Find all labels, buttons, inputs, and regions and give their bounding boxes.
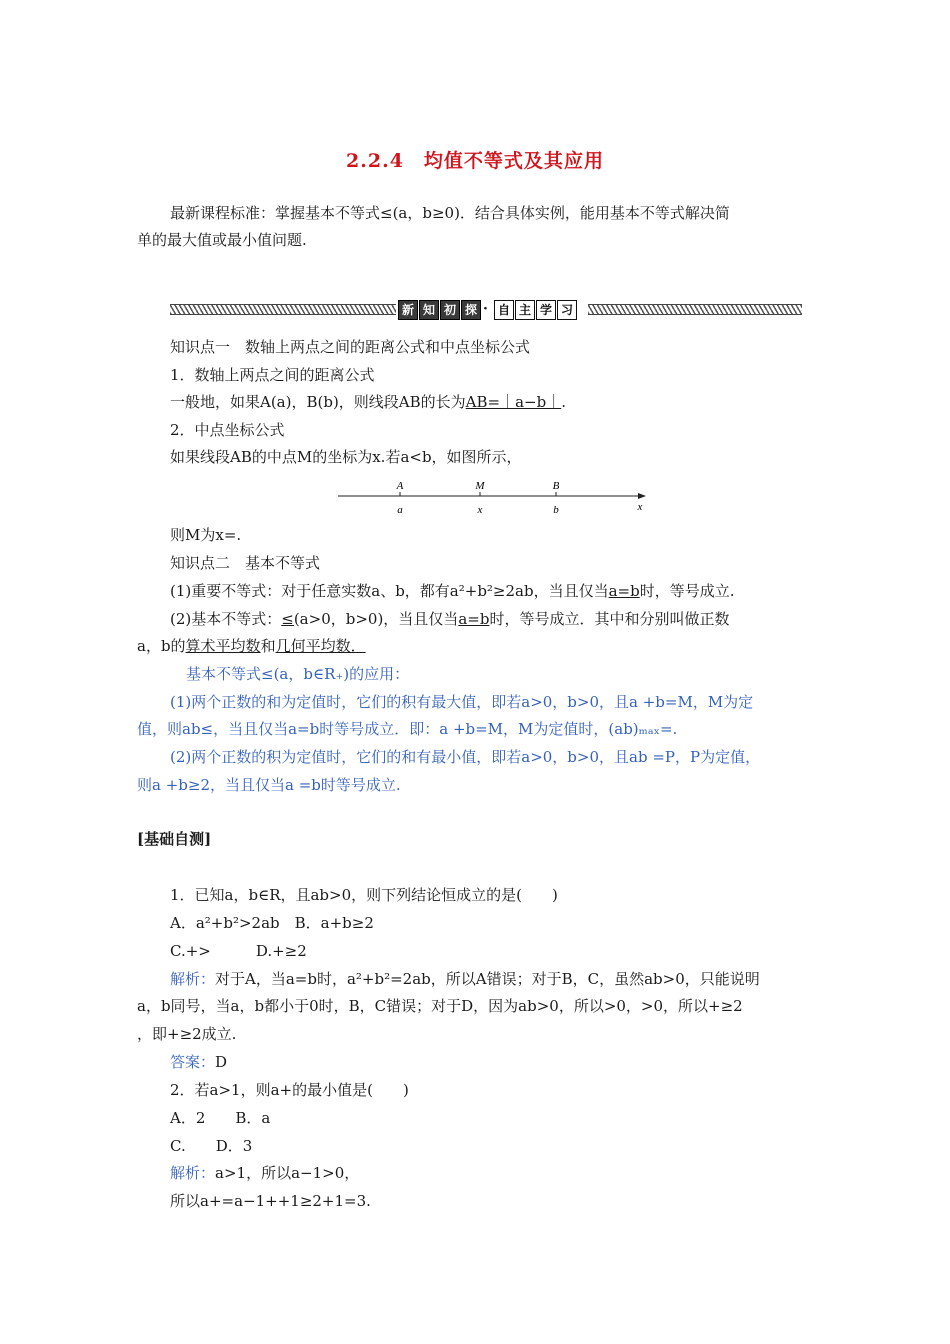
q1-options-cd: C.+> D.+≥2 (170, 942, 307, 960)
kp1-sub2: 2．中点坐标公式 (170, 421, 285, 439)
kp2-p1-text: (1)重要不等式：对于任意实数a、b，都有a²+b²≥2ab，当且仅当 (170, 582, 609, 600)
kp2-p3-and: 和 (260, 637, 276, 655)
kp1-midpoint-result: 则M为x=. (170, 526, 242, 544)
section-heading: [基础自测] (137, 830, 212, 848)
kp2-p3-text: a，b的 (137, 637, 186, 655)
kp1-sub1: 1．数轴上两点之间的距离公式 (170, 366, 375, 384)
kp1-distance-line (170, 391, 566, 413)
q2-stem: 2．若a>1，则a+的最小值是( ) (170, 1081, 409, 1099)
kp2-important-inequality (170, 580, 735, 602)
banner-dot: · (483, 301, 488, 317)
section-banner (170, 300, 802, 318)
number-line-figure (330, 474, 660, 518)
q2-options-ab: A．2 B．a (170, 1109, 271, 1127)
q1-solution-line2: a，b同号，当a，b都小于0时，B，C错误；对于D，因为ab>0，所以>0，>0，所以+≥2 (137, 997, 743, 1015)
kp1-distance-text: 一般地，如果A(a)，B(b)，则线段AB的长为 (170, 393, 466, 411)
kp2-p1-condition: a=b (608, 582, 640, 600)
banner-char: 自 (494, 300, 514, 320)
value-label-b: b (553, 504, 559, 516)
q1-solution-line1 (170, 968, 760, 990)
course-standard-line2: 单的最大值或最小值问题. (137, 231, 307, 249)
distance-formula: AB=｜a−b｜ (465, 393, 562, 411)
kp1-midpoint-text: 如果线段AB的中点M的坐标为x.若a<b，如图所示， (170, 448, 522, 466)
geometric-mean: 几何平均数． (275, 637, 366, 655)
q2-solution-text1: a>1，所以a−1>0， (215, 1164, 360, 1182)
point-label-M: M (475, 480, 485, 492)
banner-hatch-left (170, 304, 396, 315)
kp2-p2-end: 时，等号成立．其中和分别叫做正数 (489, 610, 730, 628)
application-heading: 基本不等式≤(a，b∈R₊)的应用： (186, 665, 410, 683)
q1-answer-label: 答案： (170, 1053, 216, 1071)
banner-char: 新 (398, 300, 418, 320)
banner-char: 探 (461, 300, 481, 320)
banner-char: 初 (440, 300, 460, 320)
application-1-line2: 值，则ab≤，当且仅当a=b时等号成立．即：a +b=M，M为定值时，(ab)ₘₐₓ=. (137, 720, 678, 738)
page-title: 2.2.4 均值不等式及其应用 (346, 150, 604, 172)
q1-options-ab: A．a²+b²>2ab B．a+b≥2 (170, 914, 374, 932)
q1-stem: 1．已知a，b∈R，且ab>0，则下列结论恒成立的是( ) (170, 886, 558, 904)
application-2-line2: 则a +b≥2，当且仅当a =b时等号成立. (137, 776, 401, 794)
q2-solution-line1 (170, 1162, 359, 1184)
axis-label-x: x (637, 501, 643, 513)
kp1-distance-end: . (561, 393, 566, 411)
q1-answer-value: D (215, 1053, 228, 1071)
arithmetic-mean: 算术平均数 (185, 637, 261, 655)
banner-char: 学 (536, 300, 556, 320)
course-standard-line1: 最新课程标准：掌握基本不等式≤(a，b≥0)．结合具体实例，能用基本不等式解决简 (170, 204, 730, 222)
q2-solution-label: 解析： (170, 1164, 216, 1182)
q1-solution-line3: ，即+≥2成立. (137, 1025, 237, 1043)
q2-options-cd: C. D．3 (170, 1137, 253, 1155)
application-1-line1: (1)两个正数的和为定值时，它们的积有最大值，即若a>0，b>0，且a +b=M，M为定 (170, 693, 754, 711)
application-2-line1: (2)两个正数的积为定值时，它们的和有最小值，即若a>0，b>0，且ab =P，P为定值， (170, 748, 761, 766)
point-label-B: B (552, 480, 560, 492)
q1-answer (170, 1051, 227, 1073)
kp2-basic-inequality (170, 608, 729, 630)
kp2-p2-cond-text: (a>0，b>0)，当且仅当 (293, 610, 459, 628)
axis-arrow (638, 493, 646, 499)
value-label-a: a (397, 504, 403, 516)
value-label-x: x (477, 504, 483, 516)
point-label-A: A (396, 480, 404, 492)
banner-char: 习 (557, 300, 577, 320)
kp2-means-line (137, 635, 366, 657)
kp2-p1-end: 时，等号成立. (639, 582, 735, 600)
banner-char: 主 (515, 300, 535, 320)
kp2-p2-condition: a=b (458, 610, 490, 628)
kp2-p2-text: (2)基本不等式： (170, 610, 282, 628)
q1-solution-label: 解析： (170, 970, 216, 988)
kp1-heading: 知识点一 数轴上两点之间的距离公式和中点坐标公式 (170, 338, 531, 356)
q1-solution-text1: 对于A，当a=b时，a²+b²=2ab，所以A错误；对于B，C，虽然ab>0，只能说明 (215, 970, 760, 988)
q2-solution-line2: 所以a+=a−1++1≥2+1=3. (170, 1192, 371, 1210)
banner-hatch-right (588, 304, 802, 315)
kp2-p2-formula: ≤ (281, 610, 294, 628)
banner-char: 知 (419, 300, 439, 320)
kp2-heading: 知识点二 基本不等式 (170, 554, 321, 572)
